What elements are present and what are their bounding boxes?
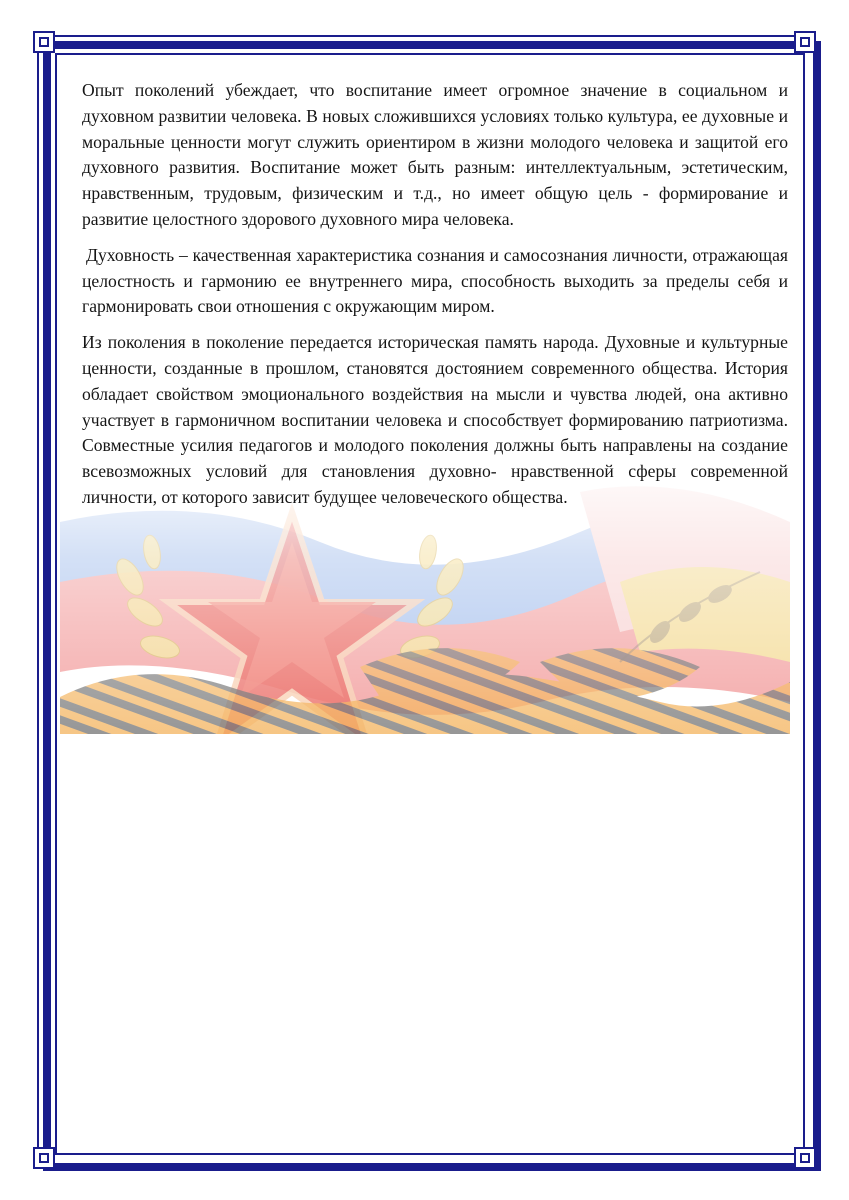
frame-corner-ornament (33, 31, 55, 53)
paragraph: Из поколения в поколение передается историческая память народа. Духовные и культурные ценности, созданные в прошлом, становятся достоянием современного общества. История обладает свойством эмоционального воздействия на мысли и чувства людей, она активно участвует в гармоничном воспитании человека и способствует формированию патриотизма. Совместные усилия педагогов и молодого поколения должны быть направлены на создание всевозможных условий для становления духовно- нравственной сферы современной личности, от которого зависит будущее человеческого общества. (82, 332, 788, 507)
frame-corner-ornament (794, 31, 816, 53)
paragraph: Опыт поколений убеждает, что воспитание имеет огромное значение в социальном и духовном развитии человека. В новых сложившихся условиях только культура, ее духовные и моральные ценности могут служить ориентиром в жизни молодого человека и защитой его духовного развития. Воспитание может быть разным: интеллектуальным, эстетическим, нравственным, трудовым, физическим и т.д., но имеет общую цель - формирование и развитие целостного здорового духовного мира человека. (82, 80, 788, 229)
document-body (82, 78, 788, 521)
paragraph: Духовность – качественная характеристика сознания и самосознания личности, отражающая целостность и гармонию ее внутреннего мира, способность выходить за пределы себя и гармонировать свои отношения с окружающим миром. (82, 244, 788, 317)
frame-corner-ornament (794, 1147, 816, 1169)
frame-corner-ornament (33, 1147, 55, 1169)
